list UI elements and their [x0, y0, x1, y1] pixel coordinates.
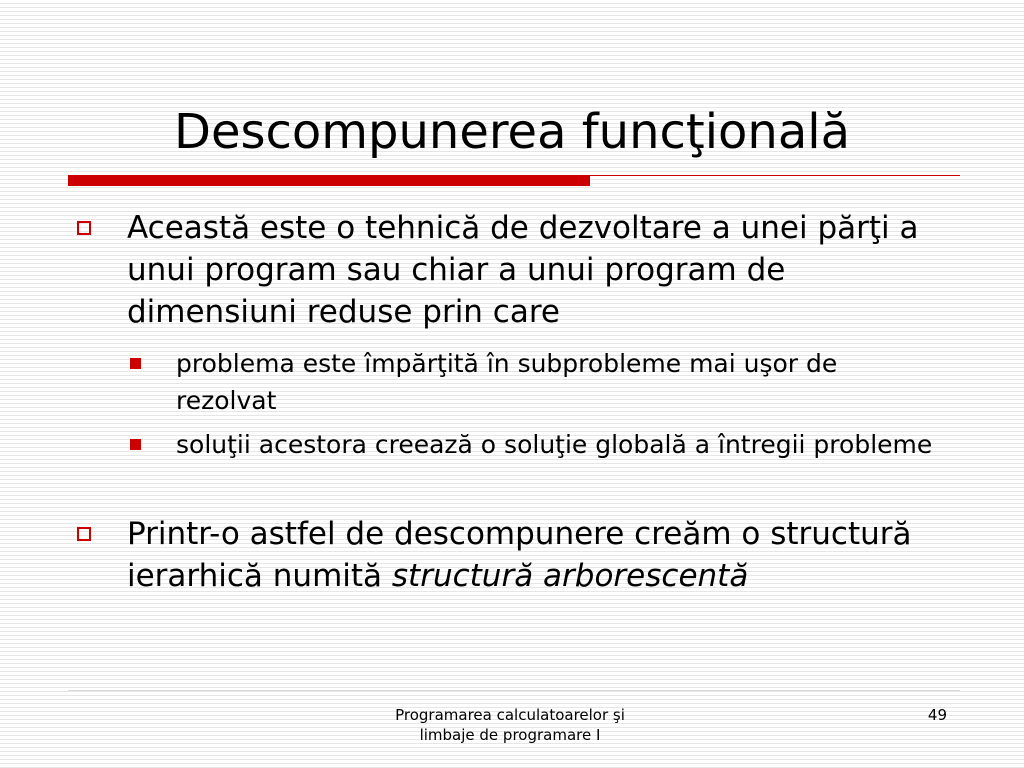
- title-divider-thick: [68, 175, 590, 186]
- bullet-text: Printr-o astfel de descompunere creăm o structură ierarhică numită: [127, 516, 912, 594]
- bullet-item-1: [127, 207, 957, 333]
- slide-title: Descompunerea funcţională: [174, 104, 850, 160]
- title-divider-thin: [590, 175, 960, 176]
- footer-line-2: limbaje de programare I: [419, 726, 601, 744]
- bullet-item-2: [127, 513, 957, 597]
- footer-line-1: Programarea calculatoarelor şi: [395, 706, 625, 724]
- sub-bullet-text: soluţii acestora creează o soluţie globală a întregii probleme: [176, 430, 933, 459]
- footer-course-title: [360, 705, 660, 745]
- page-number: 49: [927, 706, 947, 724]
- sub-bullet-item-2: [176, 426, 936, 463]
- footer-divider: [68, 690, 960, 691]
- emphasized-term: structură arborescentă: [391, 558, 749, 594]
- hollow-square-bullet-icon: [77, 221, 91, 235]
- sub-bullet-item-1: [176, 345, 936, 419]
- sub-bullet-text: problema este împărţită în subprobleme mai uşor de rezolvat: [176, 349, 838, 415]
- filled-square-bullet-icon: [130, 439, 141, 450]
- bullet-text: Această este o tehnică de dezvoltare a unei părţi a unui program sau chiar a unui program de dimensiuni reduse prin care: [127, 210, 919, 330]
- filled-square-bullet-icon: [130, 358, 141, 369]
- hollow-square-bullet-icon: [77, 527, 91, 541]
